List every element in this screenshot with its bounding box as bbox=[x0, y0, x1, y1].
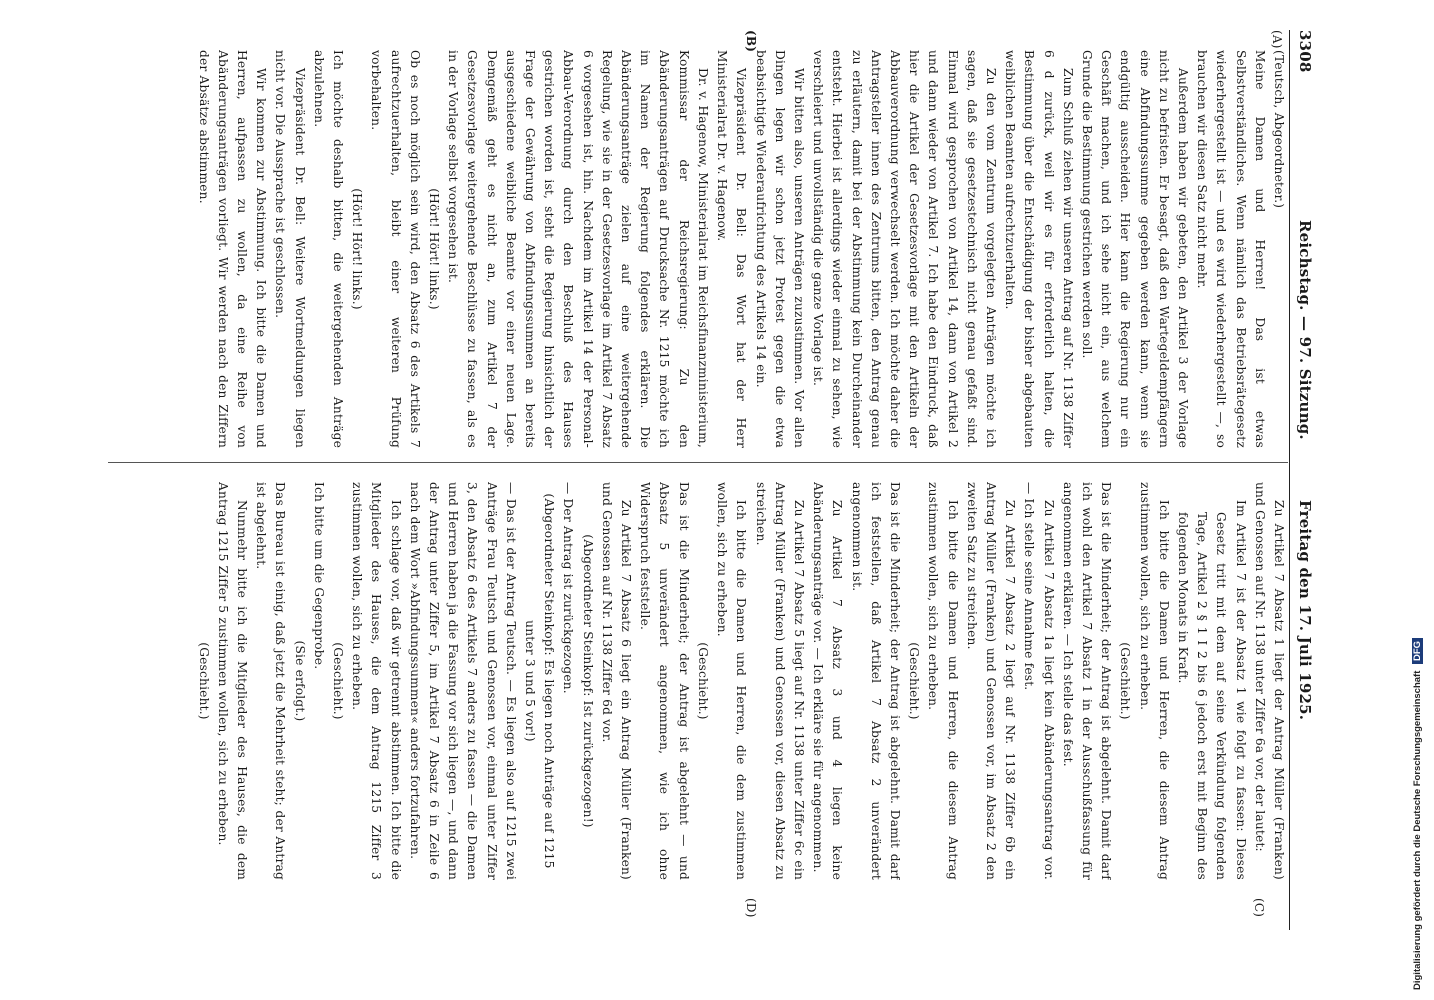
right-column-paragraph: Das ist die Minderheit; der Antrag ist abgelehnt. Damit darf ich wohl den Artikel 7 Absatz 1 in der Ausschußfassung für angenommen erklären. — Ich stelle das fest. bbox=[1060, 482, 1114, 880]
digitization-footer bbox=[1410, 0, 1434, 1000]
right-column-paragraph: (Geschieht.) bbox=[1118, 642, 1133, 720]
right-column-paragraph: Zu Artikel 7 Absatz 3 und 4 liegen keine Abänderungsanträge vor. — Ich erkläre sie für angenommen. bbox=[811, 482, 845, 880]
left-column-paragraph: Zum Schluß ziehen wir unseren Antrag auf Nr. 1138 Ziffer 6 d zurück, weil wir es für erforderlich halten, die Bestimmung über die Entschädigung der bisher abgebauten weiblichen Beamten aufrechtzuerhalten. bbox=[1003, 50, 1075, 448]
left-column-paragraph: Meine Damen und Herren! Das ist etwas Selbstverständliches. Wenn nämlich das Betriebsrätegesetz wiederhergestellt ist — und es wird wiederhergestellt —, so brauchen wir diesen Satz nicht mehr. bbox=[1195, 50, 1267, 448]
left-column-paragraph: Vizepräsident Dr. Bell: Weitere Wortmeldungen liegen nicht vor. Die Aussprache ist geschlossen. bbox=[273, 50, 307, 448]
right-column-paragraph: Zu Artikel 7 Absatz 5 liegt auf Nr. 1138 unter Ziffer 6c ein Antrag Müller (Franken) und Genossen vor, diesen Absatz zu streichen. bbox=[753, 482, 806, 880]
margin-mark-a: (A) bbox=[1270, 30, 1284, 49]
left-column-paragraph: (Teutsch, Abgeordneter.) bbox=[1272, 50, 1286, 209]
right-column-paragraph: Das ist die Minderheit; der Antrag ist abgelehnt. Damit darf ich feststellen, daß Artikel 7 Absatz 2 unverändert angenommen ist. bbox=[849, 482, 902, 880]
right-column-paragraph: Ich bitte die Damen und Herren, die diesem Antrag zustimmen wollen, sich zu erheben. bbox=[926, 482, 960, 880]
left-column-paragraph: Ich möchte deshalb bitten, die weitergehenden Anträge abzulehnen. bbox=[311, 50, 346, 448]
right-column bbox=[98, 482, 1288, 880]
margin-mark-b: (B) bbox=[744, 30, 758, 53]
right-column-paragraph: Zu Artikel 7 Absatz 2 liegt auf Nr. 1138 Ziffer 6b ein Antrag Müller (Franken) und Genossen vor, im Absatz 2 den zweiten Satz zu streichen. bbox=[964, 482, 1018, 880]
margin-mark-d: (D) bbox=[744, 898, 758, 918]
column-separator bbox=[108, 462, 1288, 463]
right-column-paragraph: Ich bitte die Damen und Herren, die diesem Antrag zustimmen wollen, sich zu erheben. bbox=[1137, 482, 1171, 880]
right-column-paragraph: (Geschieht.) bbox=[695, 642, 710, 720]
right-column-paragraph: Zu Artikel 7 Absatz 1a liegt kein Abänderungsantrag vor. — Ich stelle seine Annahme fest. bbox=[1022, 482, 1056, 880]
footer-text: Digitalisierung gefördert durch die Deutsche Forschungsgemeinschaft bbox=[1412, 670, 1423, 990]
right-column-paragraph: (Geschieht.) bbox=[331, 642, 346, 720]
right-column-paragraph: (Geschieht.) bbox=[196, 642, 211, 720]
margin-mark-c: (C) bbox=[1252, 898, 1266, 918]
left-column-paragraph: Wir kommen zur Abstimmung. Ich bitte die Damen und Herren, aufpassen zu wollen, da eine Reihe von Abänderungsanträgen vorliegt. Wir werden nach den Ziffern der Absätze abstimmen. bbox=[196, 50, 269, 448]
right-column-paragraph: Nunmehr bitte ich die Mitglieder des Hauses, die dem Antrag 1215 Ziffer 5 zustimmen wollen, sich zu erheben. bbox=[215, 482, 250, 880]
session-date: Freitag den 17. Juli 1925. bbox=[1296, 500, 1314, 721]
right-column-paragraph: Das Bureau ist einig, daß jetzt die Mehrheit steht; der Antrag ist abgelehnt. bbox=[254, 482, 288, 880]
right-column-paragraph: Ich bitte um die Gegenprobe. bbox=[311, 482, 326, 670]
right-column-paragraph: Ich schlage vor, daß wir getrennt abstimmen. Ich bitte die Mitglieder des Hauses, die dem Antrag 1215 Ziffer 3 zustimmen wollen, sich zu erheben. bbox=[350, 482, 403, 880]
dfg-logo: DFG bbox=[1412, 638, 1423, 664]
page-header bbox=[1289, 30, 1320, 930]
left-column-paragraph: Ob es noch möglich sein wird, den Absatz 6 des Artikels 7 aufrechtzuerhalten, bleibt einer weiteren Prüfung vorbehalten. bbox=[369, 50, 422, 448]
right-column-paragraph: (Sie erfolgt.) bbox=[292, 640, 307, 722]
left-column-paragraph: Wir bitten also, unseren Anträgen zuzustimmen. Vor allen Dingen legen wir schon jetzt Protest gegen die etwa beabsichtigte Wiederaufrichtung des Artikels 14 ein. bbox=[753, 50, 806, 448]
right-column-paragraph: Ich bitte die Damen und Herren, die dem zustimmen wollen, sich zu erheben. bbox=[715, 482, 749, 880]
right-column-paragraph: (Abgeordneter Steinkopf: Ist zurückgezogen!) bbox=[580, 534, 595, 828]
left-column-paragraph: Zu den vom Zentrum vorgelegten Anträgen möchte ich sagen, daß sie gesetzestechnisch nicht genau gefaßt sind. Einmal wird gesprochen von Artikel 14, dann von Artikel 2 und dann wieder von Artikel 7. Ich habe den Eindruck, daß hier die Artikel der Gesetzesvorlage mit den Artikeln der Abbauverordnung verwechselt werden. Ich möchte daher die Antragsteller innen des Zentrums bitten, den Antrag genau zu erläutern, damit bei der Abstimmung kein Durcheinander entsteht. Hierbei ist allerdings wieder einmal zu sehen, wie verschleiert und unvollständig die ganze Vorlage ist. bbox=[811, 50, 998, 448]
right-column-paragraph: Zu Artikel 7 Absatz 6 liegt ein Antrag Müller (Franken) und Genossen auf Nr. 1138 Ziffer 6d vor. bbox=[599, 482, 634, 880]
left-column-paragraph: Vizepräsident Dr. Bell: Das Wort hat der Herr Ministerialrat Dr. v. Hagenow. bbox=[715, 50, 749, 448]
right-column-paragraph: (Geschieht.) bbox=[907, 642, 922, 720]
left-column-paragraph: (Hört! Hört! links.) bbox=[427, 188, 442, 310]
right-column-paragraph: Im Artikel 7 ist der Absatz 1 wie folgt zu fassen: Dieses Gesetz tritt mit dem auf seine Verkündung folgenden Tage, Artikel 2 § 1 I 2 bis 6 jedoch erst mit Beginn des folgenden Monats in Kraft. bbox=[1175, 500, 1248, 880]
right-column-paragraph: (Abgeordneter Steinkopf: Es liegen noch Anträge auf 1215 unter 3 und 5 vor!) bbox=[523, 493, 557, 869]
right-column-paragraph: Das ist die Minderheit; der Antrag ist abgelehnt — und Absatz 5 unverändert angenommen, wie ich ohne Widerspruch feststelle. bbox=[638, 482, 691, 880]
right-column-paragraph: — Das ist der Antrag Teutsch. — Es liegen also auf 1215 zwei Anträge Frau Teutsch und Genossen vor, einmal unter Ziffer 3, den Absatz 6 des Artikels 7 anders zu fassen — die Damen und Herren haben ja die Fassung vor sich liegen —, und dann der Antrag unter Ziffer 5, im Artikel 7 Absatz 6 in Zeile 6 nach dem Wort »Abfindungssummen« anders fortzufahren. bbox=[407, 482, 518, 880]
page-number: 3308 bbox=[1296, 30, 1314, 73]
left-column bbox=[98, 50, 1288, 448]
rotated-page-content bbox=[90, 30, 1320, 930]
session-title: Reichstag. — 97. Sitzung. bbox=[1296, 220, 1314, 440]
right-column-paragraph: — Der Antrag ist zurückgezogen. bbox=[561, 482, 576, 694]
left-column-paragraph: Außerdem haben wir gebeten, den Artikel 3 der Vorlage nicht zu befristen. Er besagt, daß den Wartegeldempfängern eine Abfindungssumme gegeben werden kann, wenn sie endgültig ausscheiden. Hier kann die Regierung nur ein Geschäft machen, und ich sehe nicht ein, aus welchem Grunde die Bestimmung gestrichen werden soll. bbox=[1079, 50, 1190, 448]
left-column-paragraph: (Hört! Hört! links.) bbox=[350, 188, 365, 310]
right-column-paragraph: Zu Artikel 7 Absatz 1 liegt der Antrag Müller (Franken) und Genossen auf Nr. 1138 unter Ziffer 6a vor, der lautet: bbox=[1252, 482, 1286, 880]
left-column-paragraph: Dr. v. Hagenow, Ministerialrat im Reichsfinanzministerium, Kommissar der Reichsregierung: Zu den Abänderungsanträgen auf Drucksache Nr. 1215 möchte ich im Namen der Regierung folgendes erklären. Die Abänderungsanträge zielen auf eine weitergehende Regelung, wie sie in der Gesetzesvorlage im Artikel 7 Absatz 6 vorgesehen ist, hin. Nachdem im Artikel 14 der Personal-Abbau-Verordnung durch den Beschluß des Hauses gestrichen worden ist, steht die Regierung hinsichtlich der Frage der Gewährung von Abfindungssummen an bereits ausgeschiedene weibliche Beamte vor einer neuen Lage. Demgemäß geht es nicht an, zum Artikel 7 der Gesetzesvorlage weitergehende Beschlüsse zu fassen, als es in der Vorlage selbst vorgesehen ist. bbox=[446, 50, 710, 448]
